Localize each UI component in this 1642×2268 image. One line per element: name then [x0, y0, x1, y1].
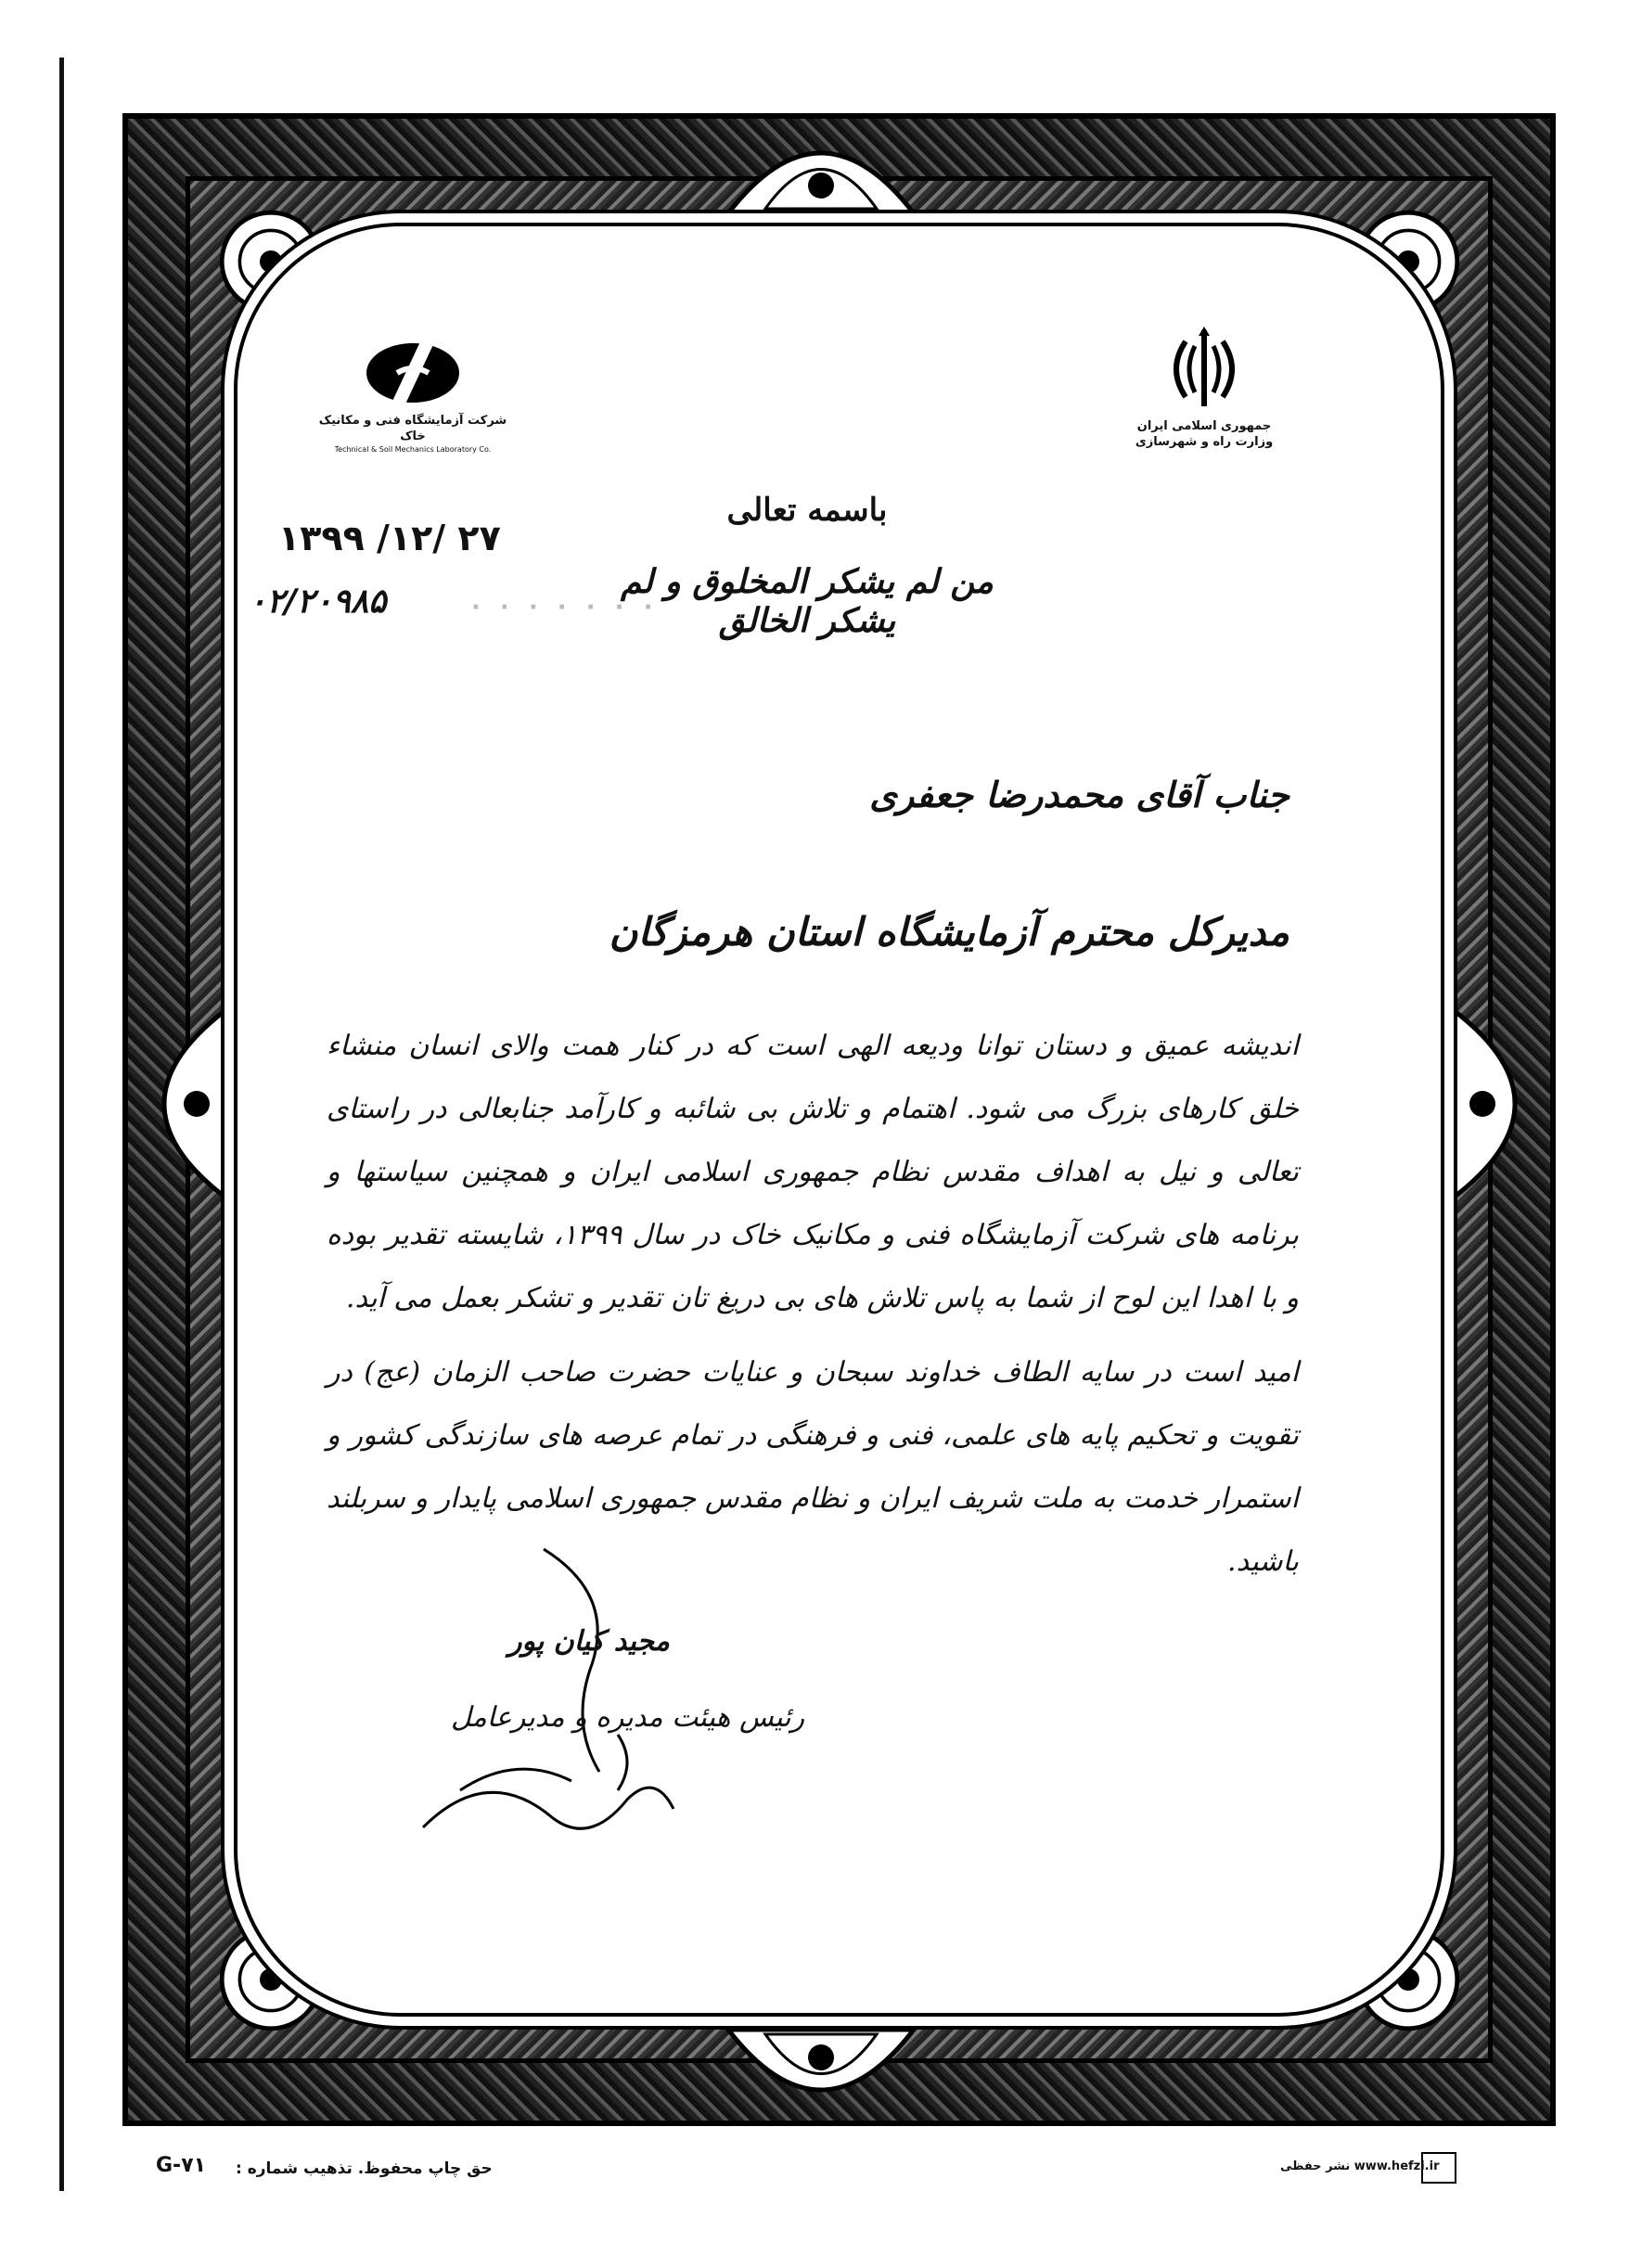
- letter-date: ۱۳۹۹ /۱۲/ ۲۷: [278, 518, 501, 558]
- faded-stamp-dots: · · · · · · ·: [471, 594, 659, 621]
- bottom-medallion-ornament: [719, 2020, 923, 2132]
- company-logo-icon: [362, 336, 464, 410]
- certificate-body: [327, 1015, 1299, 1605]
- reference-number: ۰۲/۲۰۹۸۵: [249, 583, 387, 621]
- publisher-logo-icon: [1421, 2152, 1456, 2184]
- ministry-name-line2: وزارت راه و شهرسازی: [1135, 434, 1274, 449]
- handwritten-signature: [404, 1540, 683, 1846]
- publisher-credit: www.hefzi.ir نشر حفظی: [1280, 2159, 1440, 2173]
- body-paragraph-1: اندیشه عمیق و دستان توانا ودیعه الهی است که در کنار همت والای انسان منشاء خلق کارهای بزرگ می شود. اهتمام و تلاش بی شائبه و کارآمد جنابعالی در راستای تعالی و نیل به اهداف مقدس نظام جمهوری اسلامی ایران و همچنین سیاستها و برنامه های شرکت آزمایشگاه فنی و مکانیک خاک در سال ۱۳۹۹، شایسته تقدیر بوده و با اهدا این لوح از شما به پاس تلاش های بی دریغ تان تقدیر و تشکر بعمل می آید.: [327, 1030, 1299, 1314]
- ministry-logo: [1130, 323, 1278, 451]
- addressee-title: مدیرکل محترم آزمایشگاه استان هرمزگان: [609, 909, 1289, 955]
- signatory-name: مجید کیان پور: [508, 1625, 670, 1658]
- company-logo: [306, 336, 520, 454]
- addressee-name: جناب آقای محمدرضا جعفری: [869, 774, 1289, 815]
- left-medallion-ornament: [122, 1002, 234, 1206]
- company-name-fa: شرکت آزمایشگاه فنی و مکانیک خاک: [318, 414, 507, 443]
- copyright-notice: حق چاپ محفوظ. تذهیب شماره :: [236, 2159, 493, 2178]
- frame-code: G-۷۱: [156, 2154, 207, 2177]
- company-name-en: Technical & Soil Mechanics Laboratory Co.: [334, 444, 492, 454]
- right-medallion-ornament: [1445, 1002, 1557, 1206]
- top-medallion-ornament: [719, 111, 923, 223]
- body-paragraph-2: امید است در سایه الطاف خداوند سبحان و عنایات حضرت صاحب الزمان (عج) در تقویت و تحکیم پایه های علمی، فنی و فرهنگی در تمام عرصه های سازندگی کشور و استمرار خدمت به ملت شریف ایران و نظام مقدس جمهوری اسلامی پایدار و سربلند باشید.: [327, 1356, 1299, 1578]
- hadith-quote: من لم یشکر المخلوق و لم یشکر الخالق: [621, 562, 994, 640]
- signatory-title: رئیس هیئت مدیره و مدیرعامل: [451, 1701, 805, 1734]
- iran-emblem-icon: [1158, 323, 1251, 416]
- bismillah-heading: باسمه تعالی: [726, 492, 888, 529]
- ministry-name-line1: جمهوری اسلامی ایران: [1136, 419, 1272, 433]
- scan-edge: [59, 58, 64, 2191]
